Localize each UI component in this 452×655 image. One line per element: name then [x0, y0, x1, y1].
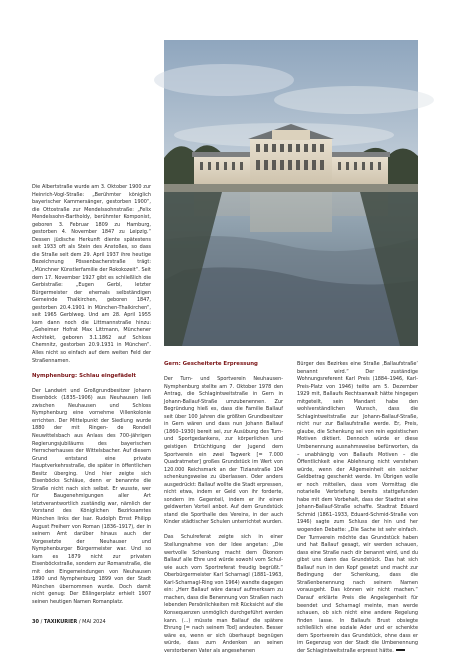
column-2	[164, 361, 283, 655]
section-heading-nymphenburg: Nymphenburg: Schlau eingefädelt	[32, 372, 136, 379]
issue-date: MAI 2024	[82, 619, 106, 625]
gern-paragraph-3	[297, 361, 418, 655]
section-heading-gern: Gern: Gescheiterte Erpressung	[164, 361, 258, 367]
gern-paragraph-1: Der Turn- und Sportverein Neuhausen-Nymphenburg stellte am 7. Oktober 1978 den Antrag, die Schlagintweitstraße in Gern in Johann-Ballauf-Straße umzubenennen. Zur Begründung hieß es, dass die Familie Ballauf seit über 100 Jahren die größten Grundbesitzer in Gern wären und dass nun Johann Ballauf (1860–1930) bereit sei, zur Ausübung des Turn- und Sportgedankens, zur körperlichen und geistigen Ertüchtigung der Jugend dem Sportverein ein zwei Tagwerk [= 7.000 Quadratmeter] großes Grundstück im Wert von 120.000 Reichsmark an der Tizianstraße 104 schenkungsweise zu überlassen. Oder anders ausgedrückt: Ballauf wollte die Stadt erpressen, nicht etwa, indem er Geld von ihr forderte, sondern im Gegenteil, indem er ihr einen geldwerten Vorteil anbot. Auf dem Grundstück stand die Sporthalle des Vereins, in der auch Kinder städtischer Schulen unterrichtet wurden.	[164, 376, 283, 526]
magazine-name: TAXIKURIER	[43, 619, 78, 625]
gern-paragraph-2: Das Schulreferat zeigte sich in einer Stellungnahme von der Idee angetan: „Die wertvolle Schenkung macht dem Ökonom Ballauf alle Ehre und würde sowohl vom Schul- wie auch vom Sportreferat freudig begrüßt.“ Oberbürgermeister Karl Scharnagl (1881–1963, Karl-Scharnagl-Ring von 1964) wandte dagegen ein: „Herr Ballauf wäre darauf aufmerksam zu machen, dass die Benennung von Straßen nach lebenden Persönlichkeiten mit Rücksicht auf die Konsequenzen unmöglich durchgeführt werden kann. (...) müsste man Ballauf die spätere Ehrung [= nach seinem Tod] andeuten. Besser wäre es, wenn er sich überhaupt begnügen würde, dass zum Andenken an seinen verstorbenen Vater als angesehenen	[164, 534, 283, 654]
page-number: 30	[32, 619, 39, 625]
column-1	[32, 184, 151, 607]
article-end-mark	[396, 649, 405, 651]
intro-paragraph: Die Albertstraße wurde am 3. Oktober 1900 zur Heinrich-Vogl-Straße: „Berühmter königlich bayerischer Kammersänger, gestorben 1900“, die Ottostraße zur Mendelssohnstraße: „Felix Mendelssohn-Bartholdy, berühmter Komponist, geboren 3. Februar 1809 zu Hamburg, gestorben 4. November 1847 zu Leipzig.“ Dessen jüdische Herkunft diente spätestens seit 1933 oft als Stein des Anstoßes, so dass die Straße seit dem 29. April 1937 ihre heutige Bezeichnung Pössenbacherstraße trägt: „Münchner Künstlerfamilie der Rokokozeit“. Seit dem 17. November 1927 gibt es schließlich die Gerbistraße: „Eugen Gerbl, letzter Bürgermeister der ehemals selbständigen Gemeinde Thalkirchen, geboren 1847, gestorben 20.4.1901 in München-Thalkirchen“, seit 1965 Gerblweg. Und am 28. April 1955 kam dann noch die Littmannstraße hinzu: „Geheimer Hofrat Max Littmann, Münchener Architekt, geboren 3.1.1862 auf Schloss Chemnitz, gestorben 20.9.1931 in München“. Alles nicht so einfach auf dem weiten Feld der Straßennamen.	[32, 184, 151, 364]
footer-separator: /	[40, 619, 44, 625]
nymphenburg-paragraph: Der Landwirt und Großgrundbesitzer Johann Eisenböck (1835–1906) aus Neuhausen ließ zwischen Neuhausen und Schloss Nymphenburg eine vornehme Villenkolonie errichten. Der Mittelpunkt der Siedlung wurde 1880 der mit Ringen- de Rondell Neuwittelsbach aus Anlass des 700-jährigen Regierungsjubiläums des bayerischen Herrscherhauses der Wittelsbacher. Auf diesem Grund entstand eine private Hauptverkehrsstraße, die später in öffentlichen Besitz überging. Und hier zeigte sich Eisenböcks Schläue, denn er benannte die Straße nicht nach sich selbst. Er wusste, wer für Baugenehmigungen aller Art letztverantwortlich zuständig war, nämlich der Vorstand des Königlichen Bezirksamtes München links der Isar. Rudolph Ernst Philipp August Freiherr von Roman (1836–1917), der in seinem Amt darüber hinaus auch der Vorgesetzte der Neuhauser und Nymphenburger Bürgermeister war. Und so kam es 1879 nicht zur privaten Eisenböckstraße, sondern zur Romanstraße, die mit den Eingemeindungen von Neuhausen 1890 und Nymphenburg 1899 von der Stadt München übernommen wurde. Doch damit nicht genug: Der Eßlingerplatz erhielt 1907 seinen heutigen Namen Romanplatz.	[32, 387, 151, 605]
page-footer	[32, 619, 106, 625]
gern-paragraph-3-text: Bürger des Bezirkes eine Straße ‚Ballaufstraße‘ benannt wird.“ Der zuständige Wohnungsreferent Karl Preis (1884–1946, Karl-Preis-Platz von 1946) teilte am 5. Dezember 1929 mit, Ballaufs Rechtsanwalt hätte hingegen mitgeteilt, sein Mandant habe den wohlverständlichen Wunsch, dass die Schlagintweitstraße zur Johann-Ballauf-Straße, nicht nur zur Ballaufstraße werde. Er, Preis, glaube, die Schenkung sei von rein egoistischen Motiven diktiert. Dennoch würde er diese Umbenennung ausnahmsweise befürworten, da – unabhängig von Ballaufs Motiven – die Öffentlichkeit eine Ablehnung nicht verstehen würde, wenn der Allgemeinheit ein solcher Geldbetrag geschenkt werde. Im Übrigen wolle er noch mitteilen, dass vom Vormittag die notarielle Verbriefung bereits stattgefunden habe mit dem Vorbehalt, dass der Stadtrat eine Johann-Ballauf-Straße schaffe. Stadtrat Eduard Schmid (1861–1933, Eduard-Schmid-Straße von 1946) sagte zum Schluss der hin und her wogenden Debatte: „Die Sache ist sehr einfach. Der Turnverein möchte das Grundstück haben und hat Ballauf gesagt, wir werden schauen, dass eine Straße nach dir benannt wird, und du gibst uns dann das Grundstück. Das hat sich Ballauf nun in den Kopf gesetzt und macht zur Bedingung der Schenkung, dass die Straßenbenennung nach seinem Namen vorausgeht. Das können wir nicht machen.“ Darauf erklärte Preis die Angelegenheit für beendet und Scharnagl meinte, man werde schauen, ob sich nicht eine andere Regelung finden lasse. In Ballaufs Brust obsiegte schließlich eine soziale Ader und er schenkte dem Sportverein das Grundstück, ohne dass er im Gegenzug von der Stadt die Umbenennung der Schlagintweitstraße erpresst hätte.	[297, 361, 418, 654]
column-3	[297, 361, 418, 655]
footer-separator-2: /	[78, 619, 83, 625]
nymphenburg-palace-photo	[164, 40, 418, 346]
